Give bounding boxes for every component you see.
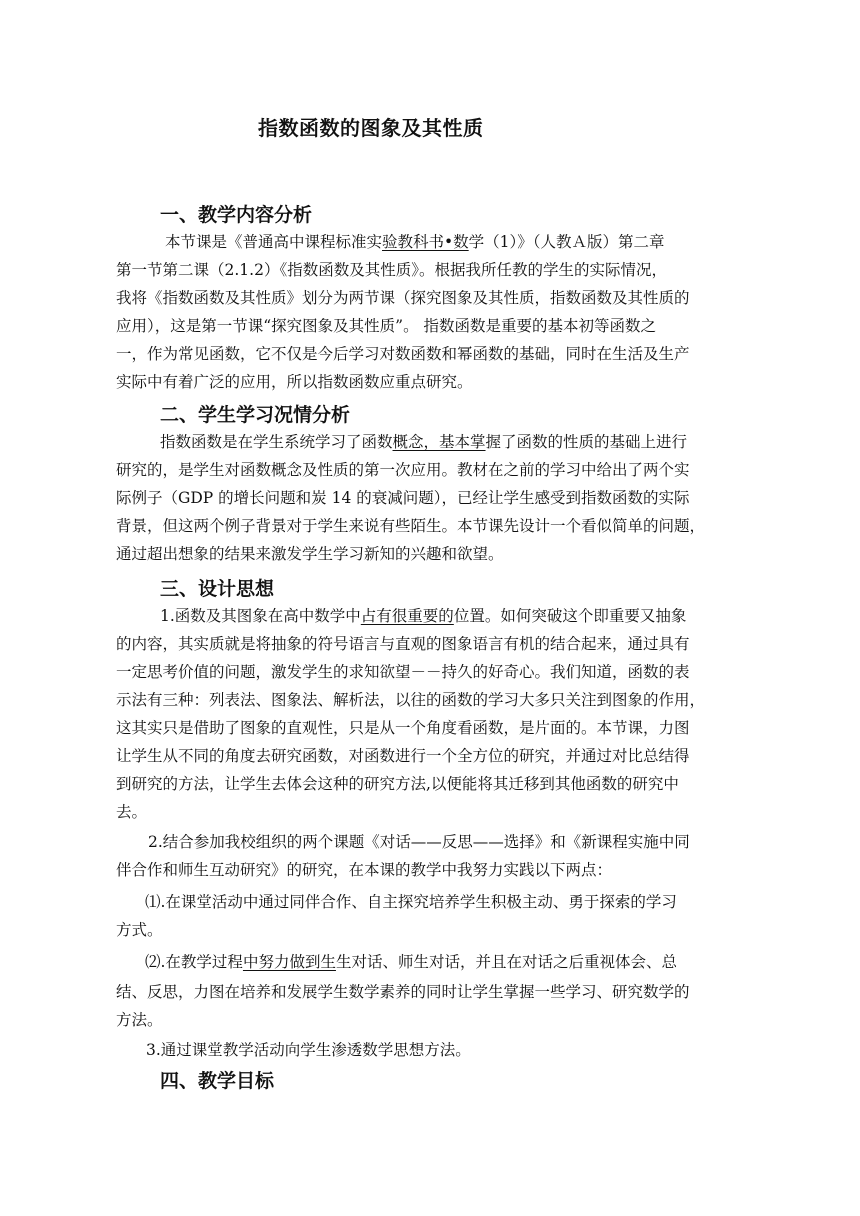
paragraph-line: 3.通过课堂教学活动向学生渗透数学思想方法。 <box>146 1041 471 1059</box>
section-heading: 二、学生学习况情分析 <box>160 404 351 426</box>
section-heading: 三、设计思想 <box>160 578 275 600</box>
paragraph-line: 我将《指数函数及其性质》划分为两节课（探究图象及其性质，指数函数及其性质的 <box>116 289 690 307</box>
paragraph-line: 应用），这是第一节课“探究图象及其性质”。 指数函数是重要的基本初等函数之 <box>116 317 657 335</box>
paragraph-line: 研究的，是学生对函数概念及性质的第一次应用。教材在之前的学习中给出了两个实 <box>116 461 690 479</box>
paragraph-line: 的内容，其实质就是将抽象的符号语言与直观的图象语言有机的结合起来，通过具有 <box>116 635 690 653</box>
document-title: 指数函数的图象及其性质 <box>258 116 484 140</box>
section-heading: 一、教学内容分析 <box>160 204 313 226</box>
paragraph-line: ⑵.在教学过程中努力做到生生对话、师生对话，并且在对话之后重视体会、总 <box>145 953 677 971</box>
paragraph-line: ⑴.在课堂活动中通过同伴合作、自主探究培养学生积极主动、勇于探索的学习 <box>145 893 677 911</box>
paragraph-line: 方法。 <box>116 1011 163 1029</box>
paragraph-line: 示法有三种：列表法、图象法、解析法，以往的函数的学习大多只关注到图象的作用， <box>116 691 706 709</box>
paragraph-line: 第一节第二课（2.1.2）《指数函数及其性质》。根据我所任教的学生的实际情况， <box>116 261 667 279</box>
paragraph-line: 指数函数是在学生系统学习了函数概念，基本掌握了函数的性质的基础上进行 <box>160 433 688 451</box>
paragraph-line: 结、反思，力图在培养和发展学生数学素养的同时让学生掌握一些学习、研究数学的 <box>116 983 690 1001</box>
paragraph-line: 1.函数及其图象在高中数学中占有很重要的位置。如何突破这个即重要又抽象 <box>160 607 687 625</box>
paragraph-line: 背景，但这两个例子背景对于学生来说有些陌生。本节课先设计一个看似简单的问题， <box>116 517 706 535</box>
paragraph-line: 实际中有着广泛的应用，所以指数函数应重点研究。 <box>116 373 473 391</box>
paragraph-line: 方式。 <box>116 921 163 939</box>
paragraph-line: 伴合作和师生互动研究》的研究，在本课的教学中我努力实践以下两点： <box>116 861 613 879</box>
paragraph-line: 一定思考价值的问题，激发学生的求知欲望－－持久的好奇心。我们知道，函数的表 <box>116 663 690 681</box>
paragraph-line: 到研究的方法，让学生去体会这种的研究方法,以便能将其迁移到其他函数的研究中 <box>116 775 679 793</box>
paragraph-line: 让学生从不同的角度去研究函数，对函数进行一个全方位的研究，并通过对比总结得 <box>116 747 690 765</box>
section-heading: 四、教学目标 <box>160 1070 275 1092</box>
paragraph-line: 2.结合参加我校组织的两个课题《对话——反思——选择》和《新课程实施中同 <box>148 833 690 851</box>
paragraph-line: 一，作为常见函数，它不仅是今后学习对数函数和幂函数的基础，同时在生活及生产 <box>116 345 690 363</box>
paragraph-line: 本节课是《普通高中课程标准实验教科书•数学（1）》（人教Ａ版）第二章 <box>165 233 665 251</box>
paragraph-line: 这其实只是借助了图象的直观性，只是从一个角度看函数，是片面的。本节课，力图 <box>116 719 690 737</box>
paragraph-line: 去。 <box>116 803 148 821</box>
paragraph-line: 际例子（GDP 的增长问题和炭 14 的衰减问题），已经让学生感受到指数函数的实际 <box>116 489 690 507</box>
paragraph-line: 通过超出想象的结果来激发学生学习新知的兴趣和欲望。 <box>116 545 504 563</box>
